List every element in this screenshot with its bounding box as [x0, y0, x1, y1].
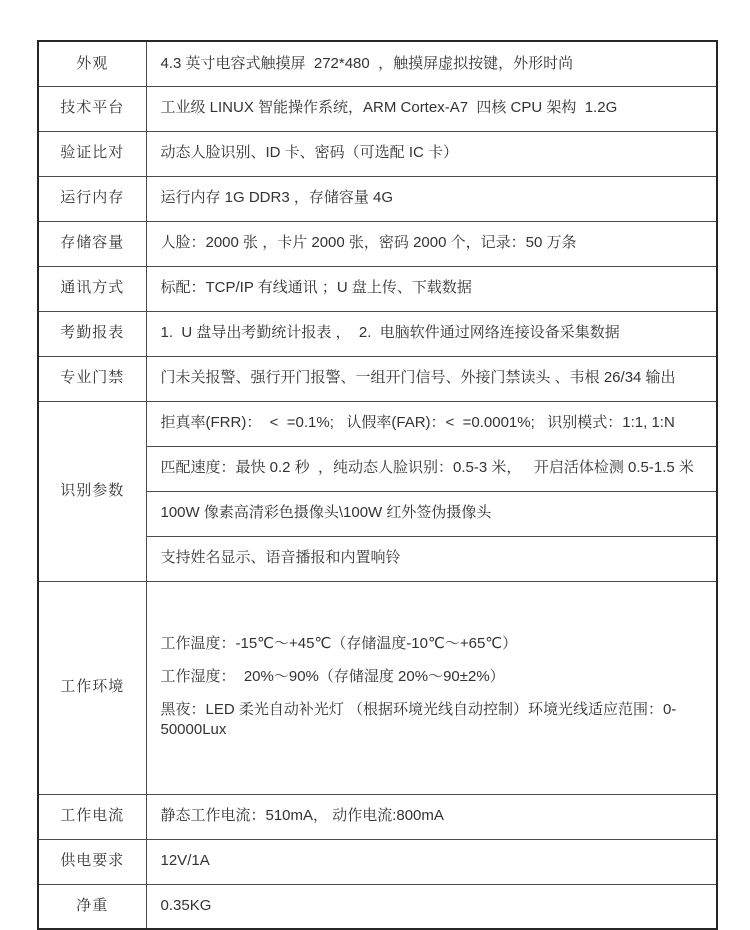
- row-label: 验证比对: [38, 131, 146, 176]
- row-label: 工作环境: [38, 581, 146, 794]
- table-row-platform: [38, 86, 717, 131]
- table-row-recognition-params-1: [38, 401, 717, 446]
- table-row-access-control: [38, 356, 717, 401]
- row-label: 净重: [38, 884, 146, 929]
- table-row-working-current: [38, 794, 717, 839]
- table-row-appearance: [38, 41, 717, 86]
- row-value: 4.3 英寸电容式触摸屏 272*480 ，触摸屏虚拟按键，外形时尚: [146, 41, 717, 86]
- row-value: 标配：TCP/IP 有线通讯 ；U 盘上传、下载数据: [146, 266, 717, 311]
- row-value: 12V/1A: [146, 839, 717, 884]
- row-label: 供电要求: [38, 839, 146, 884]
- table-row-attendance-report: [38, 311, 717, 356]
- row-value: 工业级 LINUX 智能操作系统，ARM Cortex-A7 四核 CPU 架构 1.2G: [146, 86, 717, 131]
- row-value: 支持姓名显示、语音播报和内置响铃: [146, 536, 717, 581]
- env-line-temperature: 工作温度：-15℃～+45℃（存储温度-10℃～+65℃）: [160, 635, 518, 653]
- row-value: 1. U 盘导出考勤统计报表 ， 2. 电脑软件通过网络连接设备采集数据: [146, 311, 717, 356]
- spec-table: [37, 40, 718, 930]
- row-value: 0.35KG: [146, 884, 717, 929]
- row-label: 专业门禁: [38, 356, 146, 401]
- row-label: 存储容量: [38, 221, 146, 266]
- table-row-storage: [38, 221, 717, 266]
- row-value: 人脸：2000 张 ，卡片 2000 张，密码 2000 个，记录：50 万条: [146, 221, 717, 266]
- table-row-power-supply: [38, 839, 717, 884]
- env-line-night-light: 黑夜：LED 柔光自动补光灯 （根据环境光线自动控制）环境光线适应范围：0-50000Lux: [160, 701, 677, 739]
- row-value: 运行内存 1G DDR3 ，存储容量 4G: [146, 176, 717, 221]
- table-row-verification: [38, 131, 717, 176]
- table-row-work-environment: [38, 581, 717, 794]
- row-value: 拒真率(FRR)： < =0.1%; 认假率(FAR)：< =0.0001%; 识别模式：1:1, 1:N: [146, 401, 717, 446]
- table-row-communication: [38, 266, 717, 311]
- row-label: 外观: [38, 41, 146, 86]
- row-label: 识别参数: [38, 401, 146, 581]
- row-value: 100W 像素高清彩色摄像头\100W 红外签伪摄像头: [146, 491, 717, 536]
- table-row-net-weight: [38, 884, 717, 929]
- env-line-humidity: 工作湿度： 20%～90%（存储湿度 20%～90±2%）: [160, 668, 505, 686]
- row-label: 运行内存: [38, 176, 146, 221]
- row-value: 匹配速度：最快 0.2 秒 ，纯动态人脸识别：0.5-3 米， 开启活体检测 0.5-1.5 米: [146, 446, 717, 491]
- row-label: 工作电流: [38, 794, 146, 839]
- row-label: 考勤报表: [38, 311, 146, 356]
- row-value: 静态工作电流：510mA， 动作电流:800mA: [146, 794, 717, 839]
- row-value: 动态人脸识别、ID 卡、密码（可选配 IC 卡）: [146, 131, 717, 176]
- row-label: 技术平台: [38, 86, 146, 131]
- row-value: 门未关报警、强行开门报警、一组开门信号、外接门禁读头 、韦根 26/34 输出: [146, 356, 717, 401]
- table-row-ram: [38, 176, 717, 221]
- row-label: 通讯方式: [38, 266, 146, 311]
- row-value: [146, 581, 717, 794]
